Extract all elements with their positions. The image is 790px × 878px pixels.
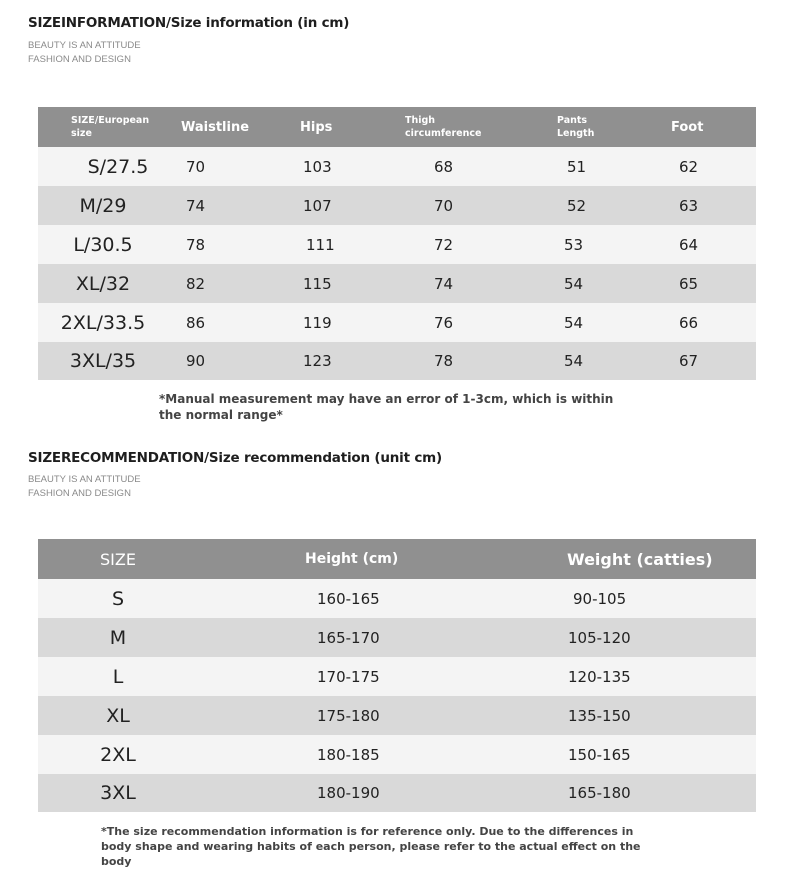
cell-weight: 105-120 [568,628,631,647]
cell-size: L/30.5 [73,233,133,256]
cell-foot: 62 [679,157,699,176]
cell-size: S [111,587,125,610]
cell-pants-length: 51 [567,157,587,176]
cell-waistline: 82 [186,274,206,293]
cell-weight: 150-165 [568,745,631,764]
table-row [38,225,756,264]
cell-size: XL [106,704,130,727]
cell-height: 160-165 [317,589,380,608]
table-row [38,186,756,225]
cell-pants-length: 52 [567,196,587,215]
table-row [38,147,756,186]
table-row [38,735,756,774]
size-info-tagline-2: FASHION AND DESIGN [28,54,131,65]
cell-size: 2XL/33.5 [60,311,146,334]
cell-hips: 107 [303,196,332,215]
cell-waistline: 86 [186,313,206,332]
cell-foot: 63 [679,196,699,215]
cell-waistline: 70 [186,157,206,176]
table-row [38,264,756,303]
cell-size: M [109,626,127,649]
table-row [38,657,756,696]
header-size: SIZE [100,549,136,569]
header-height: Height (cm) [305,551,399,567]
cell-hips: 115 [303,274,332,293]
table-row [38,579,756,618]
cell-foot: 64 [679,235,699,254]
header-foot: Foot [671,119,704,135]
cell-weight: 165-180 [568,784,631,802]
cell-size: 2XL [100,743,136,766]
cell-height: 165-170 [317,628,380,647]
cell-pants-length: 54 [564,274,584,293]
cell-height: 170-175 [317,667,380,686]
cell-foot: 66 [679,313,699,332]
cell-waistline: 74 [186,196,206,215]
cell-hips: 123 [303,352,332,370]
cell-thigh: 72 [434,235,454,254]
size-info-header-row [38,107,756,147]
cell-foot: 65 [679,274,699,293]
cell-hips: 119 [303,313,332,332]
cell-hips: 103 [303,157,332,176]
table-row [38,774,756,812]
cell-thigh: 76 [434,313,454,332]
cell-thigh: 78 [434,352,454,370]
size-info-tagline-1: BEAUTY IS AN ATTITUDE [28,40,141,51]
cell-thigh: 70 [434,196,454,215]
header-pants-length: Pants Length [557,115,595,139]
measurement-note: *Manual measurement may have an error of 1-3cm, which is within the normal range* [159,392,614,422]
cell-waistline: 78 [186,235,206,254]
table-row [38,696,756,735]
header-waistline: Waistline [181,119,250,135]
cell-thigh: 74 [434,274,454,293]
recommendation-note: *The size recommendation information is for reference only. Due to the differences in body shape and wearing habits of each person, please refer to the actual effect on the body [101,825,641,868]
size-info-title: SIZEINFORMATION/Size information (in cm) [28,15,350,31]
cell-size: L [112,665,124,688]
size-rec-tagline-1: BEAUTY IS AN ATTITUDE [28,474,141,485]
table-row [38,303,756,342]
cell-height: 175-180 [317,706,380,725]
cell-pants-length: 54 [564,352,584,370]
cell-size: 3XL [100,782,136,804]
cell-height: 180-190 [317,784,380,802]
header-weight: Weight (catties) [567,549,713,569]
header-hips: Hips [300,119,333,135]
cell-foot: 67 [679,352,699,370]
size-rec-title: SIZERECOMMENDATION/Size recommendation (unit cm) [28,450,442,466]
cell-weight: 90-105 [573,589,627,608]
table-row [38,618,756,657]
size-rec-tagline-2: FASHION AND DESIGN [28,488,131,499]
cell-weight: 135-150 [568,706,631,725]
cell-hips: 111 [306,235,335,254]
cell-weight: 120-135 [568,667,631,686]
header-size: SIZE/European size [71,115,150,139]
cell-height: 180-185 [317,745,380,764]
cell-waistline: 90 [186,352,206,370]
header-thigh: Thigh circumference [405,115,482,139]
cell-pants-length: 53 [564,235,584,254]
cell-size: M/29 [79,194,127,217]
cell-thigh: 68 [434,157,454,176]
size-rec-table [38,539,756,812]
cell-size: XL/32 [75,272,131,295]
cell-size: S/27.5 [87,155,149,178]
cell-size: 3XL/35 [69,350,137,372]
cell-pants-length: 54 [564,313,584,332]
size-info-table [38,107,756,380]
size-rec-header-row [38,539,756,579]
table-row [38,342,756,380]
